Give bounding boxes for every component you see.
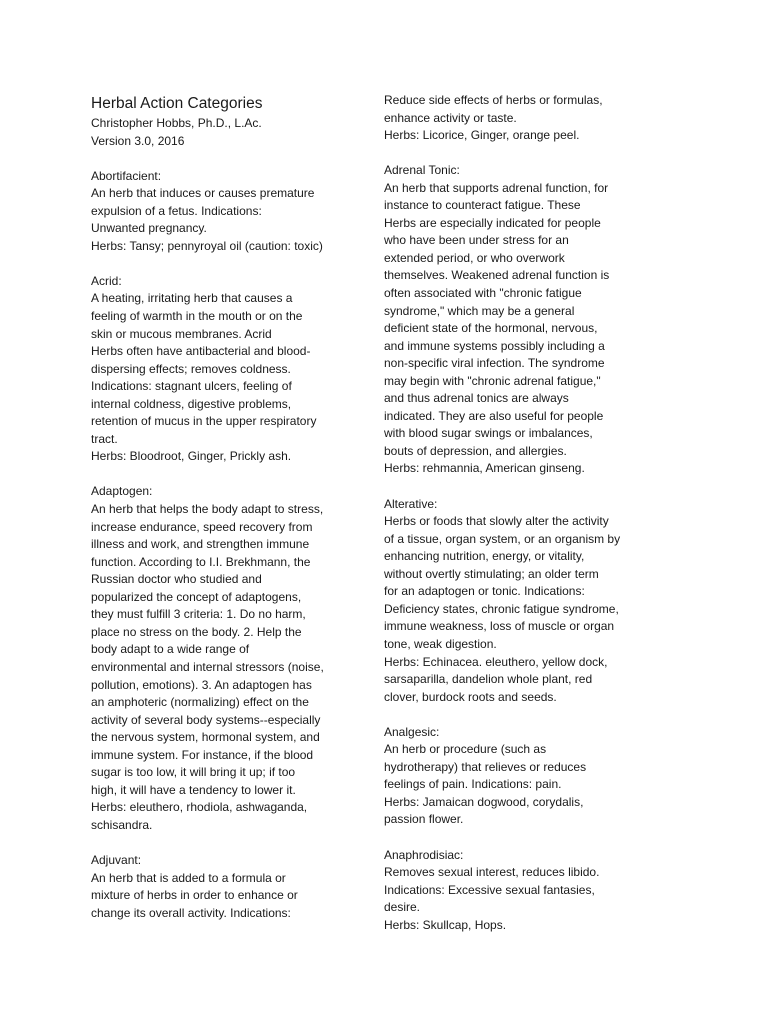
entry-text-line: feelings of pain. Indications: pain. <box>384 777 562 792</box>
entry-heading: Abortifacient: <box>91 168 162 183</box>
entry-text-line: An herb that supports adrenal function, for <box>384 180 609 195</box>
entry-text-line: skin or mucous membranes. Acrid <box>91 326 272 341</box>
entry-text-line: bouts of depression, and allergies. <box>384 443 567 458</box>
spacer <box>384 829 646 847</box>
entry-text-line: often associated with "chronic fatigue <box>384 286 582 301</box>
entry-text-line: extended period, or who overwork <box>384 250 565 265</box>
entry-text-line: clover, burdock roots and seeds. <box>384 689 557 704</box>
entry-text-line: Herbs: Jamaican dogwood, corydalis, <box>384 794 584 809</box>
entry-analgesic <box>384 724 646 829</box>
entry-text-line: dispersing effects; removes coldness. <box>91 361 291 376</box>
entry-text-line: An herb that is added to a formula or <box>91 870 286 885</box>
entry-text-line: A heating, irritating herb that causes a <box>91 291 293 306</box>
right-column <box>384 92 646 934</box>
entry-text-line: for an adaptogen or tonic. Indications: <box>384 584 585 599</box>
entry-text-line: enhancing nutrition, energy, or vitality, <box>384 549 585 564</box>
entry-text-line: illness and work, and strengthen immune <box>91 537 310 552</box>
entry-text-line: feeling of warmth in the mouth or on the <box>91 309 303 324</box>
entry-text-line: Deficiency states, chronic fatigue syndrome, <box>384 601 619 616</box>
entry-text-line: instance to counteract fatigue. These <box>384 198 581 213</box>
entry-text-line: increase endurance, speed recovery from <box>91 519 313 534</box>
entry-text-line: may begin with "chronic adrenal fatigue," <box>384 373 601 388</box>
entry-text-line: Herbs: Tansy; pennyroyal oil (caution: toxic) <box>91 238 323 253</box>
spacer <box>91 834 356 852</box>
entry-text-line: syndrome," which may be a general <box>384 303 575 318</box>
entry-text-line: change its overall activity. Indications: <box>91 905 291 920</box>
document-author: Christopher Hobbs, Ph.D., L.Ac. <box>91 116 262 130</box>
entry-text-line: with blood sugar swings or imbalances, <box>384 426 593 441</box>
entry-text-line: environmental and internal stressors (noise, <box>91 659 324 674</box>
entry-text-line: pollution, emotions). 3. An adaptogen has <box>91 677 312 692</box>
entry-adrenal-tonic <box>384 162 646 478</box>
spacer <box>91 150 356 168</box>
left-column <box>91 94 356 922</box>
entry-text-line: Herbs: Bloodroot, Ginger, Prickly ash. <box>91 449 292 464</box>
entry-acrid <box>91 273 356 466</box>
entry-text-line: place no stress on the body. 2. Help the <box>91 624 302 639</box>
entry-text-line: Herbs: Licorice, Ginger, orange peel. <box>384 128 580 143</box>
entry-text-line: passion flower. <box>384 812 464 827</box>
entry-alterative <box>384 496 646 707</box>
entry-text-line: activity of several body systems--especially <box>91 712 321 727</box>
entry-text-line: An herb that helps the body adapt to stress, <box>91 502 324 517</box>
entry-text-line: schisandra. <box>91 817 153 832</box>
entry-text-line: tone, weak digestion. <box>384 636 497 651</box>
entry-text-line: Herbs: rehmannia, American ginseng. <box>384 461 585 476</box>
entry-text-line: who have been under stress for an <box>384 233 569 248</box>
entry-text-line: of a tissue, organ system, or an organism by <box>384 531 621 546</box>
entry-text-line: and immune systems possibly including a <box>384 338 605 353</box>
entry-heading: Adrenal Tonic: <box>384 163 460 178</box>
document-title: Herbal Action Categories <box>91 95 263 112</box>
entry-heading: Acrid: <box>91 273 122 288</box>
entry-text-line: expulsion of a fetus. Indications: <box>91 203 262 218</box>
entry-text-line: Indications: stagnant ulcers, feeling of <box>91 379 292 394</box>
entry-heading: Adjuvant: <box>91 852 142 867</box>
spacer <box>91 466 356 484</box>
entry-text-line: Herbs often have antibacterial and blood- <box>91 344 311 359</box>
entry-text-line: Indications: Excessive sexual fantasies, <box>384 882 595 897</box>
entry-text-line: high, it will have a tendency to lower it. <box>91 782 296 797</box>
entry-adjuvant <box>91 852 356 922</box>
spacer <box>384 145 646 163</box>
entry-heading: Anaphrodisiac: <box>384 847 464 862</box>
entry-text-line: Herbs or foods that slowly alter the activity <box>384 514 609 529</box>
entry-text-line: function. According to I.I. Brekhmann, the <box>91 554 311 569</box>
entry-text-line: Removes sexual interest, reduces libido. <box>384 865 600 880</box>
entry-text-line: sarsaparilla, dandelion whole plant, red <box>384 672 593 687</box>
entry-text-line: deficient state of the hormonal, nervous, <box>384 321 598 336</box>
entry-text-line: enhance activity or taste. <box>384 110 517 125</box>
entry-text-line: Herbs: Echinacea. eleuthero, yellow dock, <box>384 654 608 669</box>
entry-text-line: immune system. For instance, if the blood <box>91 747 314 762</box>
entry-text-line: body adapt to a wide range of <box>91 642 250 657</box>
entry-text-line: Herbs are especially indicated for people <box>384 215 601 230</box>
entry-continuation <box>384 92 646 145</box>
entry-text-line: an amphoteric (normalizing) effect on the <box>91 695 309 710</box>
entry-heading: Alterative: <box>384 496 438 511</box>
entry-adaptogen <box>91 483 356 834</box>
entry-text-line: internal coldness, digestive problems, <box>91 396 292 411</box>
entry-text-line: popularized the concept of adaptogens, <box>91 589 302 604</box>
entry-text-line: immune weakness, loss of muscle or organ <box>384 619 615 634</box>
entry-text-line: An herb that induces or causes premature <box>91 186 315 201</box>
entry-text-line: themselves. Weakened adrenal function is <box>384 268 610 283</box>
entry-text-line: and thus adrenal tonics are always <box>384 391 569 406</box>
entry-text-line: Herbs: Skullcap, Hops. <box>384 917 507 932</box>
entry-text-line: Herbs: eleuthero, rhodiola, ashwaganda, <box>91 800 308 815</box>
entry-text-line: non-specific viral infection. The syndrome <box>384 356 605 371</box>
entry-text-line: the nervous system, hormonal system, and <box>91 730 320 745</box>
document-version: Version 3.0, 2016 <box>91 133 185 148</box>
entry-text-line: mixture of herbs in order to enhance or <box>91 888 298 903</box>
entry-text-line: sugar is too low, it will bring it up; if too <box>91 765 296 780</box>
entry-text-line: hydrotherapy) that relieves or reduces <box>384 759 587 774</box>
entry-text-line: An herb or procedure (such as <box>384 742 547 757</box>
entry-anaphrodisiac <box>384 847 646 935</box>
entry-text-line: tract. <box>91 431 118 446</box>
spacer <box>384 478 646 496</box>
entry-text-line: Reduce side effects of herbs or formulas, <box>384 93 603 107</box>
spacer <box>91 255 356 273</box>
entry-text-line: they must fulfill 3 criteria: 1. Do no harm, <box>91 607 306 622</box>
entry-abortifacient <box>91 168 356 256</box>
entry-text-line: desire. <box>384 900 421 915</box>
entry-text-line: indicated. They are also useful for people <box>384 408 604 423</box>
entry-text-line: Unwanted pregnancy. <box>91 221 207 236</box>
entry-heading: Analgesic: <box>384 724 440 739</box>
entry-heading: Adaptogen: <box>91 484 153 499</box>
entry-text-line: retention of mucus in the upper respiratory <box>91 414 317 429</box>
entry-text-line: Russian doctor who studied and <box>91 572 262 587</box>
entry-text-line: without overtly stimulating; an older term <box>384 566 599 581</box>
spacer <box>384 706 646 724</box>
